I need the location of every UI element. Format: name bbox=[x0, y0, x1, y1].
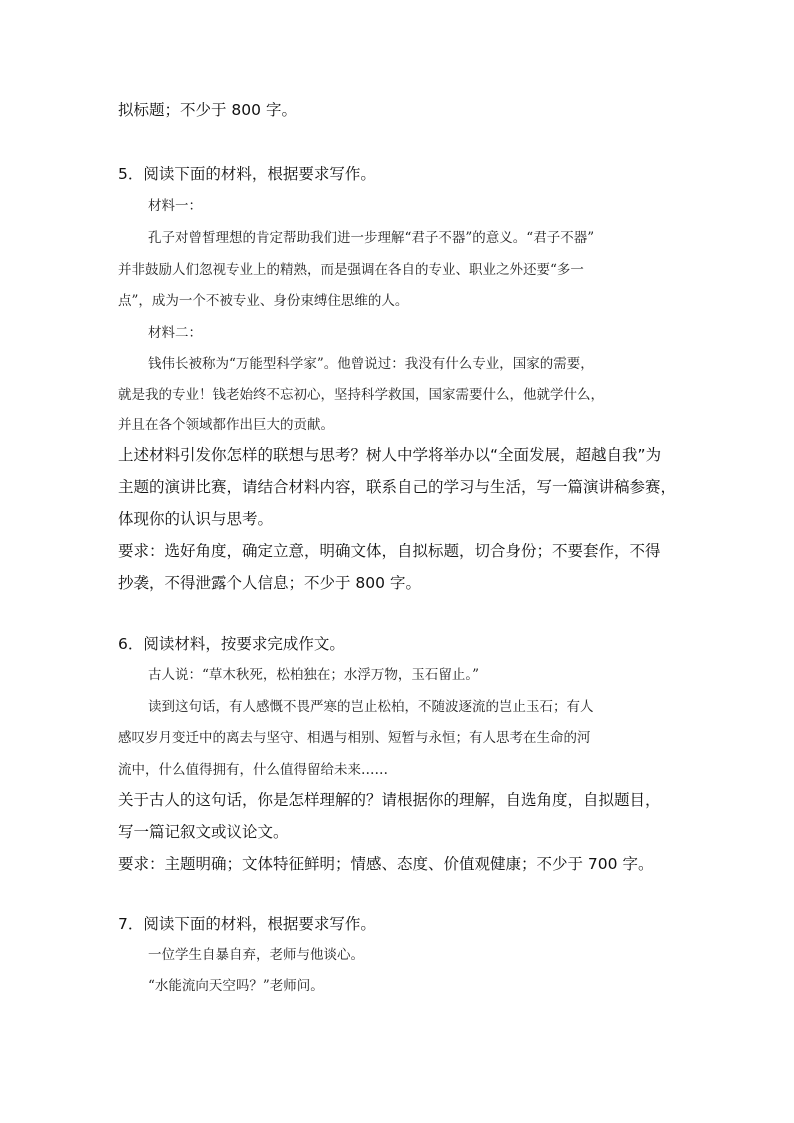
q5-material-2-line: 就是我的专业！钱老始终不忘初心，坚持科学救国，国家需要什么，他就学什么， bbox=[118, 387, 604, 403]
previous-requirement-tail: 拟标题；不少于 800 字。 bbox=[118, 101, 297, 119]
q6-material-line: 感叹岁月变迁中的离去与坚守、相遇与相别、短暂与永恒；有人思考在生命的河 bbox=[118, 730, 591, 746]
q5-prompt-line: 上述材料引发你怎样的联想与思考？树人中学将举办以“全面发展，超越自我”为 bbox=[118, 446, 662, 464]
question-6-heading: 6．阅读材料，按要求完成作文。 bbox=[118, 635, 345, 653]
q7-material-line: 一位学生自暴自弃，老师与他谈心。 bbox=[148, 947, 364, 963]
q5-material-1-line: 孔子对曾皙理想的肯定帮助我们进一步理解“君子不器”的意义。“君子不器” bbox=[148, 230, 595, 246]
q6-requirement: 要求：主题明确；文体特征鲜明；情感、态度、价值观健康；不少于 700 字。 bbox=[118, 855, 654, 873]
q6-quote: 古人说：“草木秋死，松柏独在；水浮万物，玉石留止。” bbox=[148, 667, 480, 683]
q5-prompt-line: 体现你的认识与思考。 bbox=[118, 510, 274, 528]
q5-requirement-line: 抄袭，不得泄露个人信息；不少于 800 字。 bbox=[118, 574, 421, 592]
question-5-heading: 5．阅读下面的材料，根据要求写作。 bbox=[118, 165, 376, 183]
q5-requirement-line: 要求：选好角度，确定立意，明确文体，自拟标题，切合身份；不要套作，不得 bbox=[118, 542, 661, 560]
q5-material-1-label: 材料一： bbox=[148, 198, 202, 214]
q6-prompt-line: 关于古人的这句话，你是怎样理解的？请根据你的理解，自选角度，自拟题目， bbox=[118, 791, 661, 809]
q6-material-line: 流中，什么值得拥有，什么值得留给未来…… bbox=[118, 762, 388, 778]
q5-prompt-line: 主题的演讲比赛，请结合材料内容，联系自己的学习与生活，写一篇演讲稿参赛， bbox=[118, 478, 677, 496]
q5-material-1-line: 并非鼓励人们忽视专业上的精熟，而是强调在各自的专业、职业之外还要“多一 bbox=[118, 262, 584, 278]
question-7-heading: 7．阅读下面的材料，根据要求写作。 bbox=[118, 915, 376, 933]
q5-material-2-line: 并且在各个领域都作出巨大的贡献。 bbox=[118, 417, 334, 433]
q5-material-2-label: 材料二： bbox=[148, 325, 202, 341]
q5-material-2-line: 钱伟长被称为“万能型科学家”。他曾说过：我没有什么专业，国家的需要， bbox=[148, 356, 594, 372]
q5-material-1-line: 点”，成为一个不被专业、身份束缚住思维的人。 bbox=[118, 293, 409, 309]
q6-material-line: 读到这句话，有人感慨不畏严寒的岂止松柏，不随波逐流的岂止玉石；有人 bbox=[148, 699, 594, 715]
q7-material-line: “水能流向天空吗？”老师问。 bbox=[148, 978, 324, 994]
q6-prompt-line: 写一篇记叙文或议论文。 bbox=[118, 823, 289, 841]
